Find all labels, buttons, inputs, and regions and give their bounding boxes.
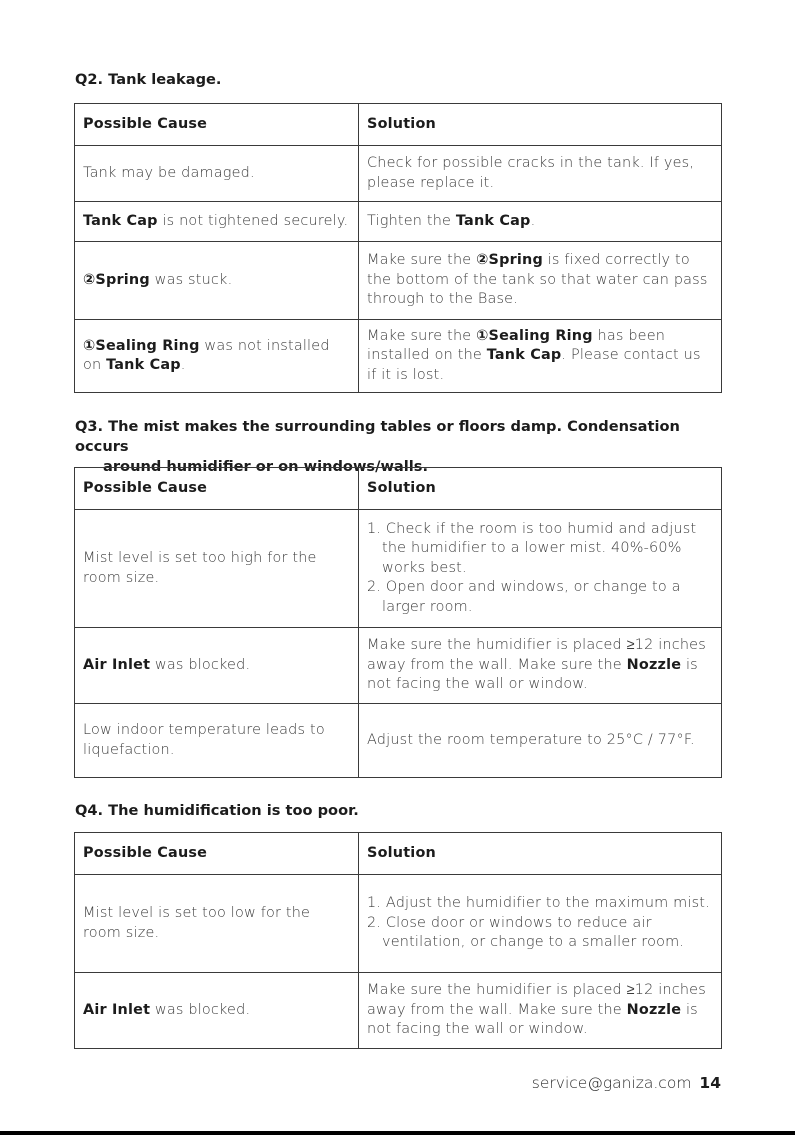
table-row (75, 704, 722, 778)
text-segment: . (180, 357, 186, 373)
page-footer (532, 1074, 721, 1092)
cause-cell (75, 320, 359, 393)
text-segment: Tighten the (367, 212, 456, 229)
emphasized-term: ①Sealing Ring (476, 327, 593, 344)
troubleshooting-table-q3 (74, 467, 722, 778)
solution-step: 1. Check if the room is too humid and adjust the humidifier to a lower mist. 40%-60% works best. (367, 520, 697, 576)
section-title-q2 (75, 70, 725, 90)
bottom-edge-rule (0, 1131, 795, 1135)
solution-steps (367, 520, 713, 618)
text-segment: Low indoor temperature leads to liquefaction. (83, 722, 325, 758)
table-row (75, 973, 722, 1049)
section-title-text: Q3. The mist makes the surrounding tables or floors damp. Condensation occurs (75, 418, 680, 455)
text-segment: . (530, 212, 536, 229)
support-email: service@ganiza.com (531, 1074, 692, 1092)
solution-cell (359, 202, 722, 242)
text-segment: is not facing the wall or window. (367, 1001, 698, 1038)
solution-cell (359, 146, 722, 202)
solution-cell (359, 704, 722, 778)
text-segment: Mist level is set too high for the room size. (83, 550, 317, 586)
text-segment: . Please contact us if it is lost. (367, 347, 701, 383)
cause-cell (75, 704, 359, 778)
text-segment: Adjust the room temperature to 25°C / 77°F. (367, 731, 695, 748)
table-row (75, 146, 722, 202)
table-row (75, 202, 722, 242)
emphasized-term: Tank Cap (106, 357, 181, 373)
header-possible-cause: Possible Cause (75, 833, 359, 875)
text-segment: was stuck. (149, 271, 233, 288)
emphasized-term: Air Inlet (83, 656, 151, 673)
header-solution: Solution (359, 833, 722, 875)
table-row (75, 242, 722, 320)
solution-cell (359, 242, 722, 320)
emphasized-term: Air Inlet (83, 1001, 151, 1018)
troubleshooting-table-q2 (74, 103, 722, 393)
solution-step: 1. Adjust the humidifier to the maximum mist. (367, 895, 710, 912)
solution-step: 2. Open door and windows, or change to a larger room. (367, 579, 681, 615)
solution-cell (359, 628, 722, 704)
cause-cell (75, 875, 359, 973)
table-row (75, 510, 722, 628)
solution-cell (359, 510, 722, 628)
table-row (75, 875, 722, 973)
emphasized-term: ①Sealing Ring (83, 337, 200, 354)
text-segment: Tank may be damaged. (83, 164, 255, 181)
emphasized-term: Tank Cap (83, 212, 158, 229)
page-number: 14 (699, 1074, 721, 1092)
text-segment: Make sure the (367, 252, 477, 269)
solution-cell (359, 973, 722, 1049)
cause-cell (75, 242, 359, 320)
header-possible-cause: Possible Cause (75, 104, 359, 146)
cause-cell (75, 510, 359, 628)
solution-cell (359, 875, 722, 973)
cause-cell (75, 146, 359, 202)
text-segment: Make sure the humidifier is placed ≥12 inches away from the wall. Make sure the (367, 637, 706, 673)
text-segment: is fixed correctly to the bottom of the tank so that water can pass through to the Base. (367, 252, 708, 308)
cause-cell (75, 628, 359, 704)
emphasized-term: ②Spring (476, 252, 543, 269)
solution-step: 2. Close door or windows to reduce air ventilation, or change to a smaller room. (367, 914, 685, 951)
text-segment: was not installed on (83, 337, 330, 373)
section-title-text: Q2. Tank leakage. (75, 71, 222, 88)
cause-cell (75, 973, 359, 1049)
emphasized-term: Nozzle (626, 1001, 682, 1018)
cause-cell (75, 202, 359, 242)
section-title-text: Q4. The humidification is too poor. (75, 802, 359, 819)
table-row (75, 628, 722, 704)
text-segment: is not facing the wall or window. (367, 656, 698, 693)
emphasized-term: Tank Cap (455, 212, 531, 229)
table-header-row (75, 104, 722, 146)
troubleshooting-table-q4 (74, 832, 722, 1049)
section-title-continuation: around humidifier or on windows/walls. (103, 458, 429, 475)
emphasized-term: Nozzle (626, 656, 682, 673)
header-possible-cause: Possible Cause (75, 468, 359, 510)
text-segment: is not tightened securely. (157, 212, 349, 229)
text-segment: was blocked. (150, 656, 251, 673)
table-header-row (75, 468, 722, 510)
emphasized-term: Tank Cap (486, 347, 562, 364)
header-solution: Solution (359, 104, 722, 146)
solution-cell (359, 320, 722, 393)
text-segment: Make sure the (367, 327, 477, 344)
text-segment: was blocked. (150, 1001, 251, 1018)
text-segment: Check for possible cracks in the tank. If yes, please replace it. (367, 155, 695, 191)
text-segment: has been installed on the (367, 327, 666, 364)
table-row (75, 320, 722, 393)
table-header-row (75, 833, 722, 875)
section-title-q4 (75, 801, 725, 821)
header-solution: Solution (359, 468, 722, 510)
emphasized-term: ②Spring (83, 271, 150, 288)
text-segment: Make sure the humidifier is placed ≥12 inches away from the wall. Make sure the (367, 982, 706, 1018)
text-segment: Mist level is set too low for the room size. (83, 905, 311, 941)
solution-steps (367, 894, 713, 953)
